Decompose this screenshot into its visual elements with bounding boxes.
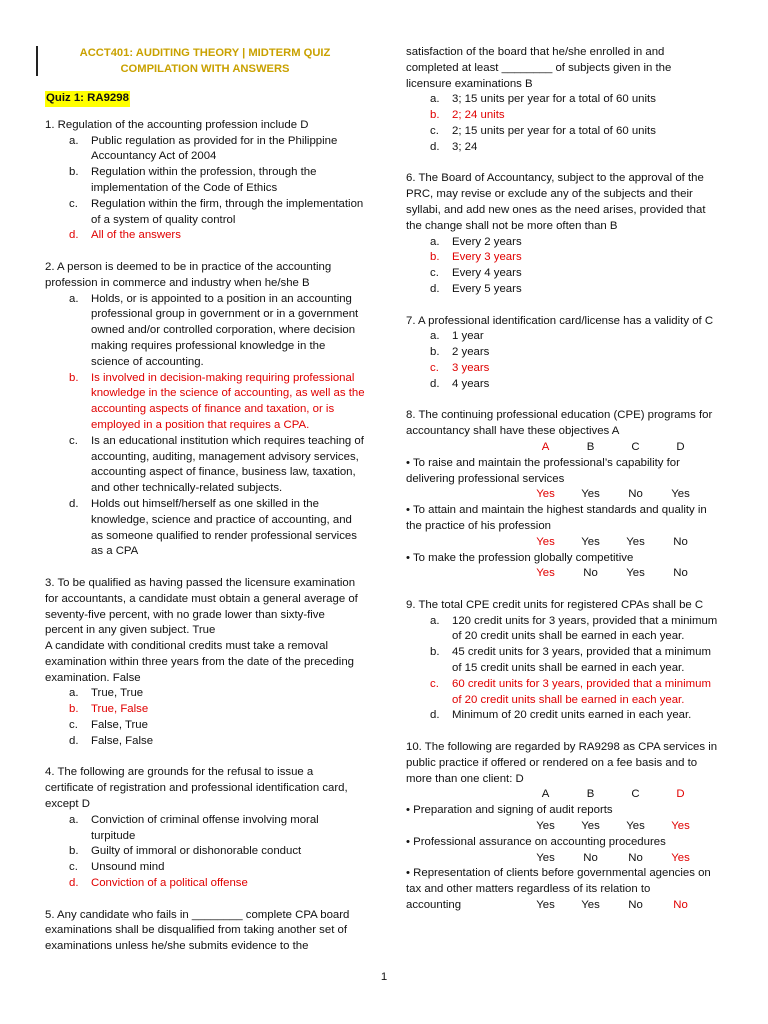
option-b: b. 45 credit units for 3 years, provided that a minimum of 15 credit units shall be earned in each year. (430, 646, 711, 675)
objective-answers-row: Yes Yes No Yes (536, 488, 690, 501)
question-5-start (45, 908, 365, 955)
option-d-answer: d. Conviction of a political offense (69, 877, 248, 890)
question-2 (45, 260, 365, 560)
document-title-line1: ACCT401: AUDITING THEORY | MIDTERM QUIZ (79, 47, 331, 59)
option-b: b. 2 years (430, 346, 490, 359)
option-a: a. Every 2 years (430, 235, 522, 248)
question-10 (406, 740, 718, 914)
option-c: c. False, True (69, 719, 148, 732)
option-b-answer: b. True, False (69, 703, 149, 716)
question-7 (406, 314, 718, 393)
option-b: b. Guilty of immoral or dishonorable conduct (69, 845, 302, 858)
option-c: c. 2; 15 units per year for a total of 60 units (430, 124, 656, 137)
quiz-heading: Quiz 1: RA9298 (45, 91, 130, 107)
question-9 (406, 598, 718, 724)
option-a: a. 3; 15 units per year for a total of 60 units (430, 93, 656, 106)
question-1 (45, 118, 365, 244)
option-c: c. Every 4 years (430, 267, 522, 280)
question-stem: 8. The continuing professional education (CPE) programs for accountancy shall have these objectives A (406, 409, 713, 438)
option-list (45, 686, 365, 749)
right-column (406, 45, 718, 930)
question-stem: 1. Regulation of the accounting profession include D (45, 118, 309, 131)
option-c: c. Is an educational institution which requires teaching of accounting, auditing, management advisory services, accounting aspect of finance, business law, taxation, and other technically-related subjects. (69, 434, 364, 495)
question-4 (45, 765, 365, 891)
option-c-answer: c. 60 credit units for 3 years, provided that a minimum of 20 credit units shall be earned in each year. (430, 677, 711, 706)
question-stem: 4. The following are grounds for the refusal to issue a certificate of registration and professional identification card, except D (45, 766, 348, 811)
objective-answers-row: Yes Yes Yes No (536, 535, 688, 548)
option-list (45, 134, 365, 245)
service-bullet: • Representation of clients before governmental agencies on tax and other matters regardless of its relation to (406, 867, 711, 896)
option-a: a. 120 credit units for 3 years, provided that a minimum of 20 credit units shall be earned in each year. (430, 614, 718, 643)
option-list (45, 292, 365, 561)
objective-bullet: • To raise and maintain the professional’s capability for delivering professional services (406, 456, 680, 485)
question-stem: 3. To be qualified as having passed the licensure examination for accountants, a candidate must obtain a general average of seventy-five percent, with no grade lower than sixty-five percent in any given subject. True (45, 576, 358, 637)
question-3 (45, 576, 365, 750)
option-d-answer: d. All of the answers (69, 229, 181, 242)
service-answers-row: Yes No No Yes (536, 851, 690, 864)
question-stem-continued: satisfaction of the board that he/she enrolled in and completed at least ________ of subjects given in the licensure examinations B (406, 46, 672, 90)
option-a: a. Holds, or is appointed to a position in an accounting professional group in government or in a government owned and/or controlled corporation, where decision making requires professional knowledge in the science of accounting. (69, 292, 359, 368)
option-d: d. Every 5 years (430, 282, 522, 295)
option-d: d. 4 years (430, 377, 490, 390)
option-b-answer: b. Is involved in decision-making requiring professional knowledge in the science of accounting, as well as the accounting aspects of finance and taxation, or is employed in a position that requires a CPA. (69, 371, 365, 431)
objective-bullet: • To make the profession globally competitive (406, 551, 634, 564)
option-list (406, 92, 718, 155)
question-stem-part2: A candidate with conditional credits must take a removal examination within three years from the date of the preceding examination. False (45, 640, 354, 684)
option-d: d. Minimum of 20 credit units earned in each year. (430, 709, 692, 722)
option-a: a. 1 year (430, 330, 484, 343)
left-column (45, 45, 365, 971)
option-list (406, 614, 718, 725)
option-a: a. Public regulation as provided for in the Philippine Accountancy Act of 2004 (69, 134, 338, 163)
option-list (406, 235, 718, 298)
document-title-line2: COMPILATION WITH ANSWERS (120, 63, 290, 75)
option-c: c. Unsound mind (69, 861, 165, 874)
option-d: d. 3; 24 (430, 140, 478, 153)
option-c: c. Regulation within the firm, through the implementation of a system of quality control (69, 197, 364, 226)
page-number: 1 (380, 971, 388, 983)
question-stem: 10. The following are regarded by RA9298 as CPA services in public practice if offered or rendered on a fee basis and to more than one client: D (406, 741, 718, 785)
service-bullet: • Professional assurance on accounting procedures (406, 835, 666, 848)
objective-bullet: • To attain and maintain the highest standards and quality in the practice of his profession (406, 504, 707, 532)
question-stem: 7. A professional identification card/license has a validity of C (406, 314, 714, 327)
option-a: a. True, True (69, 687, 144, 700)
option-d: d. False, False (69, 734, 154, 747)
text-cursor-bar (36, 46, 38, 76)
service-answers-row: accounting Yes Yes No No (406, 899, 688, 912)
question-5-continued (406, 45, 718, 156)
option-list (406, 329, 718, 392)
objective-answers-row: Yes No Yes No (536, 567, 688, 580)
answer-columns-header: A B C D (541, 440, 685, 453)
question-stem: 2. A person is deemed to be in practice of the accounting profession in commerce and industry when he/she B (45, 260, 332, 289)
question-stem: 9. The total CPE credit units for registered CPAs shall be C (406, 598, 704, 611)
question-stem: 6. The Board of Accountancy, subject to the approval of the PRC, may revise or exclude any of the subjects and their syllabi, and add new ones as the need arises, provided that the change shall not be more often than B (406, 172, 706, 232)
service-bullet: • Preparation and signing of audit reports (406, 804, 613, 817)
question-8 (406, 408, 718, 582)
answer-columns-header: A B C D (541, 788, 685, 801)
option-d: d. Holds out himself/herself as one skilled in the knowledge, science and practice of accounting, and as someone qualified to render professional services as a CPA (69, 497, 357, 558)
question-stem: 5. Any candidate who fails in ________ complete CPA board examinations shall be disqualified from taking another set of examinations unless he/she submits evidence to the (45, 908, 350, 953)
option-b-answer: b. Every 3 years (430, 251, 522, 264)
option-list (45, 813, 365, 892)
question-6 (406, 171, 718, 297)
option-c-answer: c. 3 years (430, 361, 490, 374)
option-b: b. Regulation within the profession, through the implementation of the Code of Ethics (69, 166, 317, 194)
option-b-answer: b. 2; 24 units (430, 109, 505, 122)
service-answers-row: Yes Yes Yes Yes (536, 820, 690, 833)
option-a: a. Conviction of criminal offense involving moral turpitude (69, 813, 319, 842)
